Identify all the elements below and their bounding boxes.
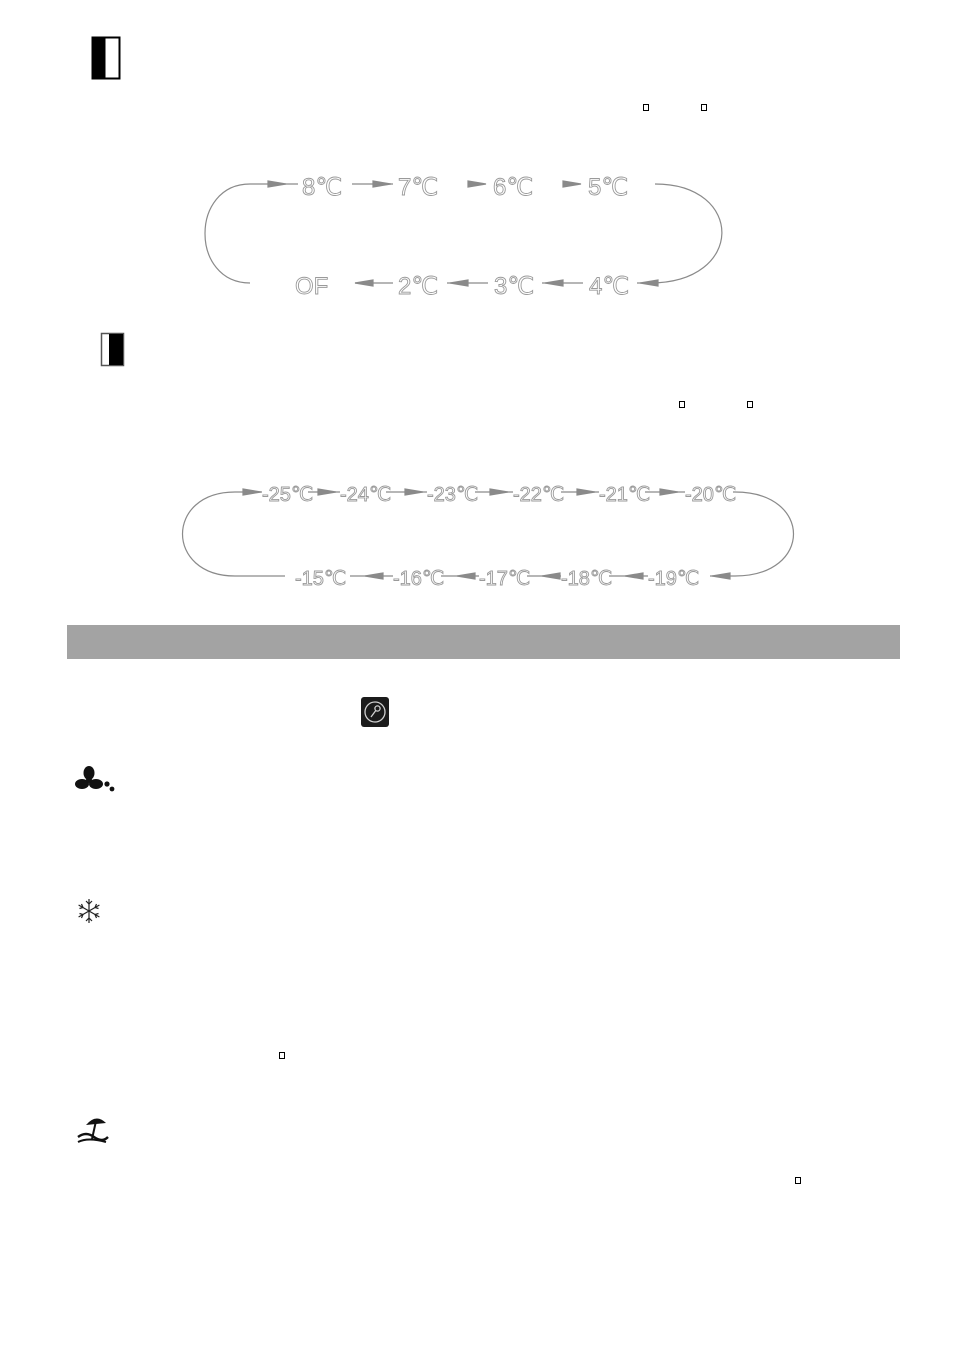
text-marker (679, 401, 685, 408)
freezer-compartment-icon (100, 332, 125, 367)
cycle-label: -17℃ (479, 568, 531, 590)
cycle-label: 3℃ (494, 273, 535, 300)
fan-icon (74, 764, 118, 794)
cycle-label: -21℃ (599, 484, 651, 506)
cycle-label: 6℃ (493, 174, 534, 201)
cycle-label: 7℃ (398, 174, 439, 201)
cycle-label: -25℃ (262, 484, 314, 506)
settings-key-icon (361, 697, 389, 727)
text-marker (279, 1052, 285, 1059)
text-marker (795, 1177, 801, 1184)
cycle-label: -20℃ (685, 484, 737, 506)
cycle-label: -22℃ (513, 484, 565, 506)
beach-umbrella-icon (76, 1115, 110, 1145)
cycle-label: OF (295, 273, 329, 300)
cycle-label: -24℃ (340, 484, 392, 506)
cycle-label: -15℃ (295, 568, 347, 590)
cycle-label: -23℃ (427, 484, 479, 506)
cycle-label: -16℃ (393, 568, 445, 590)
cycle-label: -19℃ (648, 568, 700, 590)
fridge-temperature-cycle (180, 165, 740, 300)
snowflake-icon (76, 898, 102, 924)
cycle-label: 4℃ (589, 273, 630, 300)
cycle-label: -18℃ (561, 568, 613, 590)
freezer-temperature-cycle (165, 475, 810, 595)
text-marker (643, 104, 649, 111)
settings-key-button[interactable] (361, 697, 389, 727)
fridge-compartment-icon (91, 36, 121, 80)
section-header-bar (67, 625, 900, 659)
cycle-label: 8℃ (302, 174, 343, 201)
cycle-label: 5℃ (588, 174, 629, 201)
cycle-label: 2℃ (398, 273, 439, 300)
text-marker (747, 401, 753, 408)
text-marker (701, 104, 707, 111)
